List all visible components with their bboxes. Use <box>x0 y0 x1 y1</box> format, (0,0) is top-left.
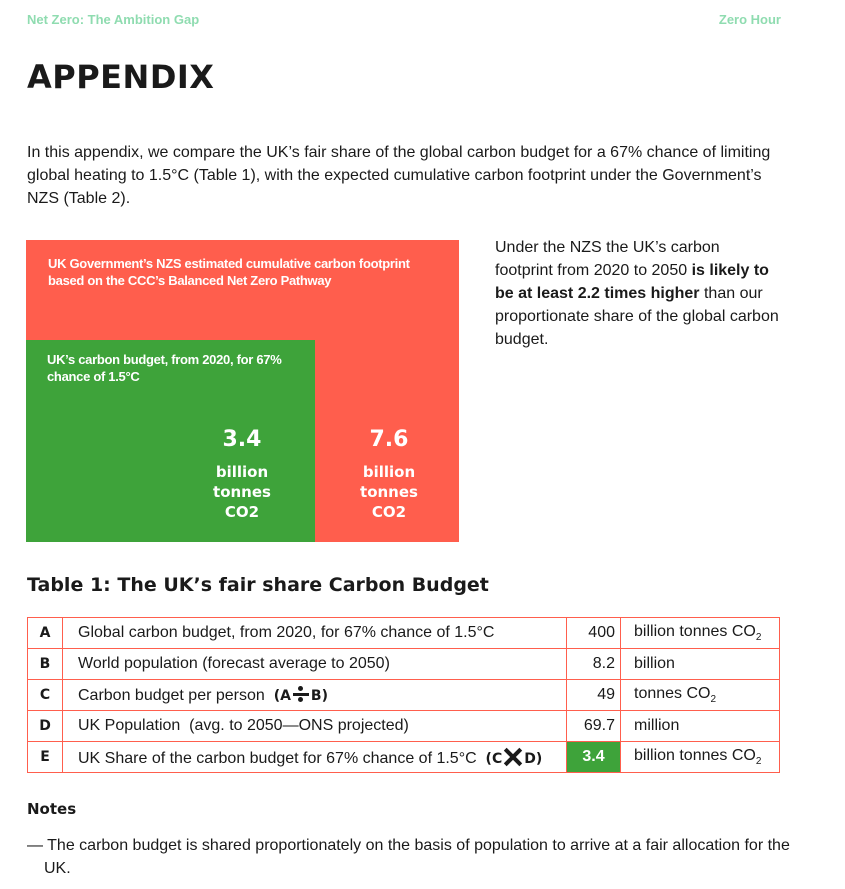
nzs-footprint-label: UK Government’s NZS estimated cumulative carbon footprint based on the CCC’s Balanced Net Zero Pathway <box>48 256 410 288</box>
row-value-highlight: 3.4 <box>567 742 621 773</box>
sidebar-callout <box>495 236 780 351</box>
row-letter: C <box>28 680 63 711</box>
callout-text-2: than our proportionate share of the global carbon budget. <box>495 285 779 348</box>
table-row <box>28 649 780 680</box>
nzs-footprint-number: 7.6 <box>369 427 409 452</box>
multiply-icon <box>503 747 523 767</box>
row-letter: D <box>28 711 63 742</box>
row-letter: E <box>28 742 63 773</box>
row-letter: B <box>28 649 63 680</box>
uk-budget-number: 3.4 <box>222 427 262 452</box>
table-row <box>28 742 780 773</box>
row-description: World population (forecast average to 2050) <box>63 649 567 680</box>
row-value: 49 <box>567 680 621 711</box>
callout-text-1: Under the NZS the UK’s carbon footprint from 2020 to 2050 <box>495 239 720 279</box>
row-unit: billion tonnes $CO_2$ <box>621 742 780 773</box>
formula-right: D) <box>524 750 543 767</box>
nzs-footprint-value <box>334 427 444 522</box>
row-value: 400 <box>567 618 621 649</box>
row-description: UK Population (avg. to 2050—ONS projected) <box>63 711 567 742</box>
callout-emphasis: is likely to be at least 2.2 times higher <box>495 262 769 302</box>
fair-share-table <box>27 617 780 773</box>
uk-budget-label: UK’s carbon budget, from 2020, for 67% chance of 1.5°C <box>47 352 282 384</box>
row-value: 69.7 <box>567 711 621 742</box>
divide-icon <box>292 686 310 702</box>
formula-left: (A <box>273 687 291 704</box>
table1-heading: Table 1: The UK’s fair share Carbon Budget <box>27 574 489 596</box>
uk-budget-value <box>187 427 297 522</box>
nzs-footprint-unit-1: billion <box>362 463 416 481</box>
uk-budget-unit-1: billion <box>215 463 269 481</box>
uk-budget-block <box>26 340 315 542</box>
row-unit: million <box>621 711 780 742</box>
note-item: — The carbon budget is shared proportionately on the basis of population to arrive at a fair allocation for the UK. <box>27 837 790 877</box>
row-description: Global carbon budget, from 2020, for 67% chance of 1.5°C <box>63 618 567 649</box>
nzs-footprint-unit-3: CO2 <box>371 503 407 521</box>
table-row <box>28 618 780 649</box>
page-title: APPENDIX <box>27 58 215 96</box>
row-description: UK Share of the carbon budget for 67% chance of 1.5°C (C D) <box>63 742 567 773</box>
uk-budget-unit-2: tonnes <box>213 483 271 501</box>
notes-heading: Notes <box>27 800 77 818</box>
header-doc-title: Net Zero: The Ambition Gap <box>27 12 200 27</box>
row-unit: tonnes $CO_2$ <box>621 680 780 711</box>
table-row <box>28 711 780 742</box>
row-letter: A <box>28 618 63 649</box>
row-value: 8.2 <box>567 649 621 680</box>
formula-left: (C <box>485 750 503 767</box>
formula-right: B) <box>310 687 328 704</box>
nzs-footprint-unit-2: tonnes <box>360 483 418 501</box>
row-unit: billion tonnes $CO_2$ <box>621 618 780 649</box>
intro-paragraph: In this appendix, we compare the UK’s fair share of the global carbon budget for a 67% chance of limiting global heating to 1.5°C (Table 1), with the expected cumulative carbon footprint under the Government’s NZS (Table 2). <box>27 144 771 207</box>
uk-budget-unit-3: CO2 <box>224 503 260 521</box>
row-description: Carbon budget per person (A B) <box>63 680 567 711</box>
carbon-comparison-chart <box>26 240 459 542</box>
header-org-name: Zero Hour <box>718 12 781 27</box>
row-unit: billion <box>621 649 780 680</box>
table-row <box>28 680 780 711</box>
